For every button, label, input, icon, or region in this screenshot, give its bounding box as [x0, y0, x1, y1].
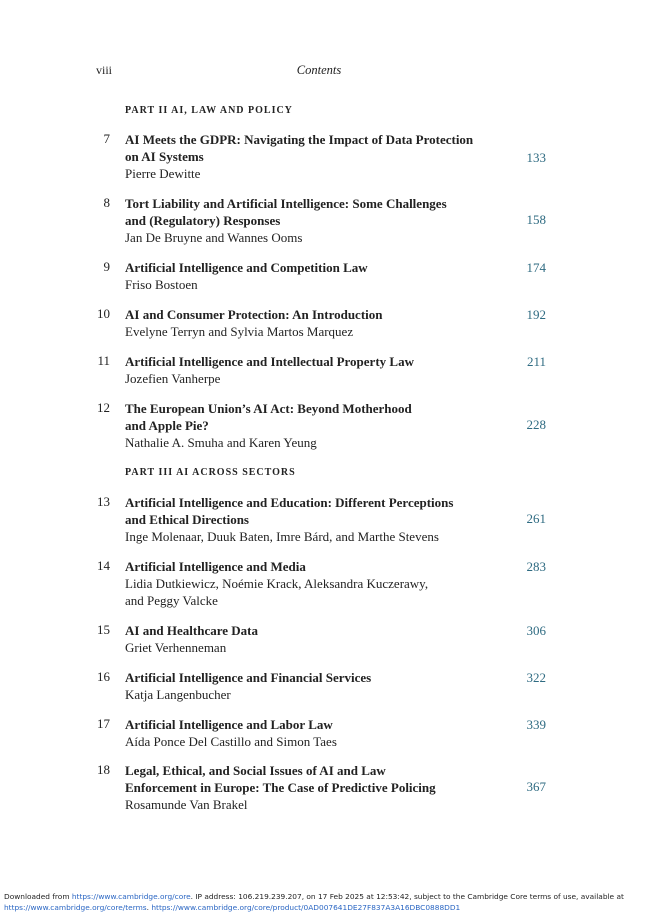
chapter-number: 18	[97, 762, 110, 777]
footer-separator: .	[146, 902, 152, 912]
chapter-number: 13	[97, 494, 110, 509]
footer-middle: . IP address: 106.219.239.207, on 17 Feb 2025 at 12:53:42, subject to the Cambridge Core terms of use, available at	[190, 892, 624, 901]
chapter-number: 9	[103, 259, 110, 274]
chapter-authors: Jozefien Vanherpe	[125, 371, 221, 386]
chapter-authors: Griet Verhenneman	[125, 640, 227, 655]
chapter-number: 11	[97, 353, 110, 368]
chapter-page[interactable]: 339	[526, 717, 546, 732]
chapter-number: 8	[103, 195, 110, 210]
cambridge-core-link[interactable]: https://www.cambridge.org/core	[71, 892, 191, 901]
chapter-number: 7	[103, 131, 110, 146]
chapter-page[interactable]: 322	[526, 670, 546, 685]
terms-link[interactable]: https://www.cambridge.org/core/terms	[4, 902, 147, 912]
page-number: viii	[96, 63, 113, 77]
chapter-title[interactable]: Tort Liability and Artificial Intelligence: Some Challenges and (Regulatory) Responses	[125, 196, 447, 228]
chapter-title[interactable]: AI Meets the GDPR: Navigating the Impact of Data Protection on AI Systems	[125, 132, 474, 164]
chapter-page[interactable]: 192	[526, 307, 546, 322]
chapter-page[interactable]: 367	[526, 779, 546, 794]
download-notice	[4, 892, 654, 913]
chapter-authors: Katja Langenbucher	[125, 687, 231, 702]
chapter-number: 15	[97, 622, 110, 637]
chapter-authors: Nathalie A. Smuha and Karen Yeung	[125, 435, 317, 450]
chapter-title[interactable]: AI and Consumer Protection: An Introduction	[125, 307, 383, 322]
chapter-authors: Jan De Bruyne and Wannes Ooms	[125, 230, 303, 245]
chapter-number: 12	[97, 400, 110, 415]
chapter-page[interactable]: 211	[526, 354, 546, 369]
running-head	[96, 63, 546, 79]
product-link[interactable]: https://www.cambridge.org/core/product/0AD007641DE27F837A3A16DBC0888DD1	[151, 902, 461, 912]
chapter-title[interactable]: Artificial Intelligence and Competition Law	[125, 260, 368, 275]
chapter-title[interactable]: Artificial Intelligence and Education: Different Perceptions and Ethical Directions	[125, 495, 454, 527]
chapter-title[interactable]: Legal, Ethical, and Social Issues of AI and Law Enforcement in Europe: The Case of Predictive Policing	[125, 763, 436, 795]
chapter-page[interactable]: 133	[526, 150, 546, 165]
chapter-page[interactable]: 283	[526, 559, 546, 574]
chapter-title[interactable]: Artificial Intelligence and Labor Law	[125, 717, 333, 732]
chapter-number: 14	[97, 558, 110, 573]
running-title: Contents	[296, 63, 342, 77]
chapter-authors: Evelyne Terryn and Sylvia Martos Marquez	[125, 324, 354, 339]
chapter-authors: Friso Bostoen	[125, 277, 198, 292]
chapter-page[interactable]: 174	[526, 260, 546, 275]
chapter-page[interactable]: 306	[526, 623, 546, 638]
chapter-title[interactable]: Artificial Intelligence and Media	[125, 559, 306, 574]
chapter-authors: Inge Molenaar, Duuk Baten, Imre Bárd, and Marthe Stevens	[125, 529, 439, 544]
chapter-number: 17	[97, 716, 110, 731]
part-heading: PART II AI, LAW AND POLICY	[125, 105, 293, 116]
chapter-authors: Pierre Dewitte	[125, 166, 201, 181]
chapter-page[interactable]: 228	[526, 417, 546, 432]
chapter-number: 10	[97, 306, 110, 321]
chapter-title[interactable]: Artificial Intelligence and Financial Services	[125, 670, 372, 685]
chapter-authors: Rosamunde Van Brakel	[125, 797, 248, 812]
part-heading: PART III AI ACROSS SECTORS	[125, 467, 296, 478]
chapter-title[interactable]: The European Union’s AI Act: Beyond Motherhood and Apple Pie?	[125, 401, 412, 433]
chapter-title[interactable]: AI and Healthcare Data	[125, 623, 259, 638]
chapter-page[interactable]: 158	[526, 212, 546, 227]
chapter-authors: Aída Ponce Del Castillo and Simon Taes	[125, 734, 337, 749]
chapter-page[interactable]: 261	[526, 511, 546, 526]
chapter-title[interactable]: Artificial Intelligence and Intellectual Property Law	[125, 354, 414, 369]
chapter-number: 16	[97, 669, 110, 684]
chapter-authors: Lidia Dutkiewicz, Noémie Krack, Aleksandra Kuczerawy, and Peggy Valcke	[125, 576, 429, 608]
footer-prefix: Downloaded from	[4, 892, 72, 901]
